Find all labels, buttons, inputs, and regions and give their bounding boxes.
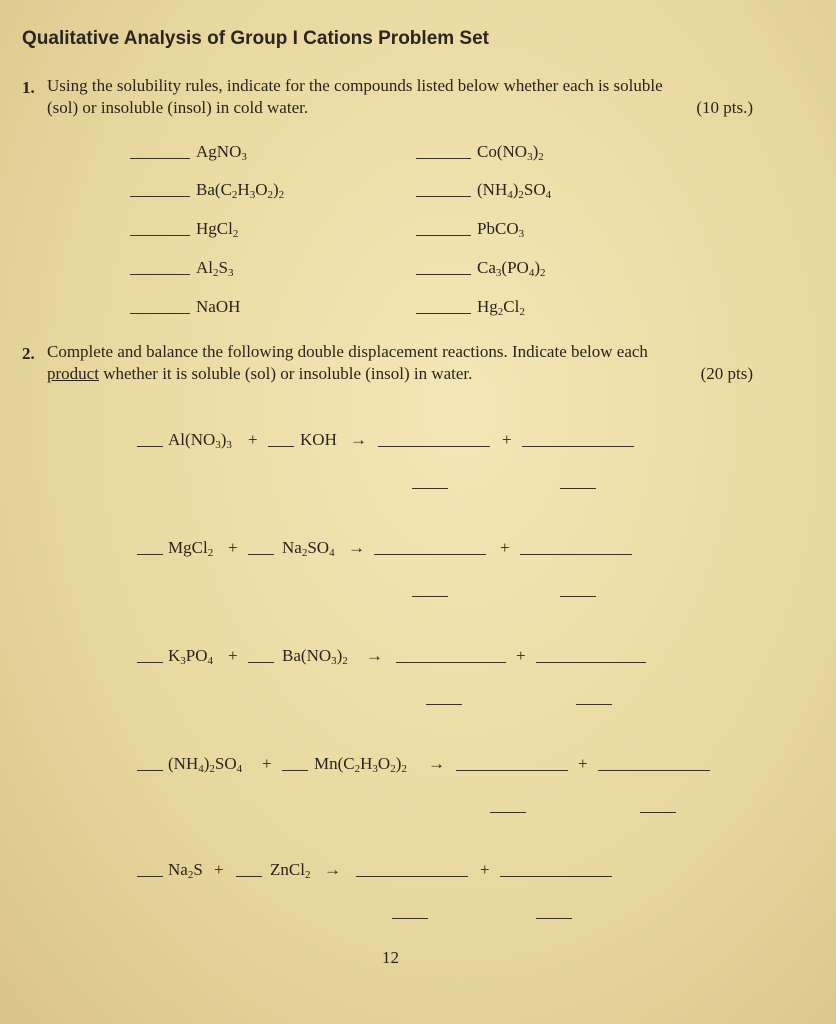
reactant-formula: $Al(NO_3)_3$ xyxy=(168,430,232,451)
question-2-text-line-1: Complete and balance the following double displacement reactions. Indicate below each xyxy=(47,342,648,361)
coefficient-blank[interactable] xyxy=(268,446,294,447)
sol-insol-answer-blank[interactable] xyxy=(416,274,471,275)
reaction-arrow: → xyxy=(428,754,445,773)
coefficient-blank[interactable] xyxy=(282,770,308,771)
solubility-answer-blank[interactable] xyxy=(576,704,612,705)
product-underlined-word: product xyxy=(47,364,99,383)
product-answer-blank[interactable] xyxy=(520,554,632,555)
reactant-formula: $Na_2S$ xyxy=(168,860,203,881)
reaction-arrow: → xyxy=(324,860,341,879)
reactant-formula: KOH xyxy=(300,430,337,449)
plus-sign: + xyxy=(228,538,238,557)
sol-insol-answer-blank[interactable] xyxy=(416,158,471,159)
product-answer-blank[interactable] xyxy=(500,876,612,877)
compound-formula: $Co(NO_3)_2$ xyxy=(477,142,544,163)
compound-formula: NaOH xyxy=(196,297,241,316)
product-answer-blank[interactable] xyxy=(374,554,486,555)
solubility-answer-blank[interactable] xyxy=(490,812,526,813)
reactant-formula: $(NH_4)_2SO_4$ xyxy=(168,754,243,775)
sol-insol-answer-blank[interactable] xyxy=(416,313,471,314)
solubility-answer-blank[interactable] xyxy=(640,812,676,813)
plus-sign: + xyxy=(502,430,512,449)
reaction-arrow: → xyxy=(348,538,365,557)
coefficient-blank[interactable] xyxy=(248,554,274,555)
question-1-number: 1. xyxy=(22,78,35,97)
compound-formula: $Hg_2Cl_2$ xyxy=(477,297,525,318)
product-answer-blank[interactable] xyxy=(396,662,506,663)
solubility-answer-blank[interactable] xyxy=(560,488,596,489)
coefficient-blank[interactable] xyxy=(137,446,163,447)
page-number: 12 xyxy=(382,948,399,967)
reactant-formula: $Mn(C_2H_3O_2)_2$ xyxy=(314,754,407,775)
compound-formula: PbCO$_3$ xyxy=(477,219,525,240)
question-1-points: (10 pts.) xyxy=(696,98,753,117)
sol-insol-answer-blank[interactable] xyxy=(416,235,471,236)
plus-sign: + xyxy=(214,860,224,879)
question-1-text-line-1: Using the solubility rules, indicate for the compounds listed below whether each is soluble xyxy=(47,76,663,95)
question-2-points: (20 pts) xyxy=(700,364,753,383)
compound-formula: $Ba(C_2H_3O_2)_2$ xyxy=(196,180,285,201)
sol-insol-answer-blank[interactable] xyxy=(416,196,471,197)
reaction-arrow: → xyxy=(350,430,367,449)
reactant-formula: $Na_2SO_4$ xyxy=(282,538,335,559)
reaction-arrow: → xyxy=(366,646,383,665)
compound-formula: $(NH_4)_2SO_4$ xyxy=(477,180,552,201)
reactant-formula: $Ba(NO_3)_2$ xyxy=(282,646,348,667)
page-title: Qualitative Analysis of Group I Cations Problem Set xyxy=(22,28,490,49)
compound-formula: $Al_2S_3$ xyxy=(196,258,234,279)
sol-insol-answer-blank[interactable] xyxy=(130,313,190,314)
coefficient-blank[interactable] xyxy=(137,770,163,771)
product-answer-blank[interactable] xyxy=(522,446,634,447)
coefficient-blank[interactable] xyxy=(137,876,163,877)
product-answer-blank[interactable] xyxy=(456,770,568,771)
plus-sign: + xyxy=(248,430,258,449)
compound-formula: $Ca_3(PO_4)_2$ xyxy=(477,258,546,279)
product-answer-blank[interactable] xyxy=(536,662,646,663)
solubility-answer-blank[interactable] xyxy=(412,488,448,489)
coefficient-blank[interactable] xyxy=(137,554,163,555)
solubility-answer-blank[interactable] xyxy=(426,704,462,705)
sol-insol-answer-blank[interactable] xyxy=(130,196,190,197)
question-2-number: 2. xyxy=(22,344,35,363)
question-2-text-rest: whether it is soluble (sol) or insoluble (insol) in water. xyxy=(98,364,473,383)
solubility-answer-blank[interactable] xyxy=(412,596,448,597)
compound-formula: HgCl$_2$ xyxy=(196,219,239,240)
product-answer-blank[interactable] xyxy=(356,876,468,877)
plus-sign: + xyxy=(262,754,272,773)
plus-sign: + xyxy=(480,860,490,879)
reactant-formula: ZnCl$_2$ xyxy=(270,860,311,881)
plus-sign: + xyxy=(578,754,588,773)
product-answer-blank[interactable] xyxy=(378,446,490,447)
plus-sign: + xyxy=(500,538,510,557)
question-1-text-line-2: (sol) or insoluble (insol) in cold water. xyxy=(47,98,309,117)
question-2-text-line-2 xyxy=(47,364,472,384)
coefficient-blank[interactable] xyxy=(137,662,163,663)
reactant-formula: $K_3PO_4$ xyxy=(168,646,214,667)
sol-insol-answer-blank[interactable] xyxy=(130,158,190,159)
solubility-answer-blank[interactable] xyxy=(536,918,572,919)
solubility-answer-blank[interactable] xyxy=(560,596,596,597)
solubility-answer-blank[interactable] xyxy=(392,918,428,919)
product-answer-blank[interactable] xyxy=(598,770,710,771)
coefficient-blank[interactable] xyxy=(248,662,274,663)
plus-sign: + xyxy=(228,646,238,665)
sol-insol-answer-blank[interactable] xyxy=(130,274,190,275)
plus-sign: + xyxy=(516,646,526,665)
compound-formula: AgNO$_3$ xyxy=(196,142,247,163)
reactant-formula: MgCl$_2$ xyxy=(168,538,214,559)
sol-insol-answer-blank[interactable] xyxy=(130,235,190,236)
coefficient-blank[interactable] xyxy=(236,876,262,877)
